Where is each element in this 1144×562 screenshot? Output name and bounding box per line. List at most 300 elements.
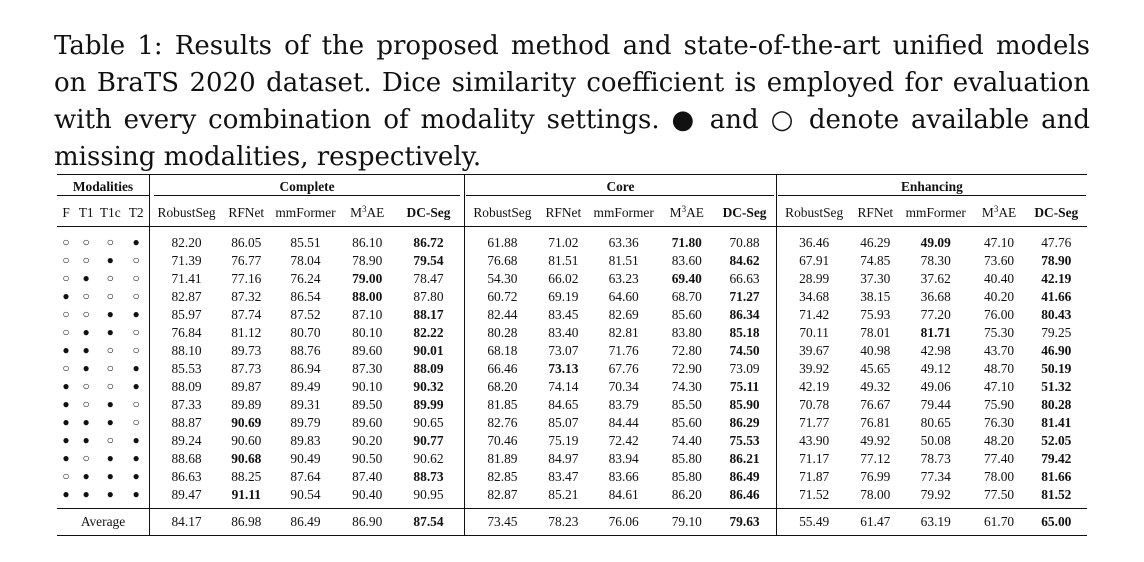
core-cell: 85.60 — [671, 306, 702, 322]
core-cell: 73.07 — [548, 342, 579, 358]
modality-indicator — [97, 485, 123, 509]
missing-circle-icon: ○ — [106, 361, 114, 375]
available-dot-icon: ● — [62, 433, 70, 447]
complete-cell: 71.41 — [150, 269, 224, 287]
modality-indicator — [57, 251, 75, 269]
enhancing-cell: 79.25 — [1041, 324, 1072, 340]
enhancing-cell: 42.19 — [1041, 270, 1072, 286]
core-cell: 54.30 — [465, 269, 540, 287]
enhancing-cell: 77.12 — [860, 450, 891, 466]
missing-circle-icon: ○ — [106, 289, 114, 303]
modality-indicator — [57, 287, 75, 305]
available-dot-icon: ● — [106, 451, 114, 465]
available-dot-icon: ● — [132, 487, 140, 501]
modality-indicator — [57, 227, 75, 252]
complete-cell: 89.83 — [290, 432, 321, 448]
enhancing-cell: 71.17 — [776, 449, 851, 467]
table-row — [57, 431, 1087, 449]
complete-cell: 87.64 — [290, 468, 321, 484]
modality-indicator — [57, 305, 75, 323]
complete-cell: 90.69 — [231, 414, 262, 430]
complete-cell: 89.79 — [290, 414, 321, 430]
modality-indicator — [97, 251, 123, 269]
average-complete-cell: 87.54 — [393, 509, 465, 536]
complete-cell: 82.20 — [150, 227, 224, 252]
missing-circle-icon: ○ — [82, 235, 90, 249]
method-header-m3ae: $M^3AE$ — [981, 204, 1017, 220]
enhancing-cell: 43.70 — [983, 342, 1015, 358]
average-complete-cell: 86.49 — [269, 509, 341, 536]
available-dot-icon: ● — [106, 253, 114, 267]
enhancing-cell: 76.00 — [983, 306, 1015, 322]
enhancing-cell: 78.30 — [920, 252, 951, 268]
method-header-m3ae: $M^3AE$ — [350, 204, 385, 220]
missing-circle-icon: ○ — [106, 379, 114, 393]
enhancing-cell: 36.46 — [776, 227, 851, 252]
core-cell: 86.46 — [729, 486, 760, 502]
missing-circle-icon: ○ — [62, 235, 70, 249]
enhancing-cell: 79.44 — [920, 396, 951, 412]
modality-indicator — [97, 305, 123, 323]
complete-cell: 90.62 — [413, 450, 444, 466]
modality-indicator — [123, 269, 149, 287]
enhancing-cell: 39.67 — [776, 341, 851, 359]
enhancing-cell: 76.81 — [860, 414, 891, 430]
core-cell: 86.21 — [729, 450, 760, 466]
core-cell: 81.51 — [608, 252, 639, 268]
core-cell: 83.80 — [671, 324, 702, 340]
core-cell: 75.11 — [729, 378, 760, 394]
core-cell: 70.34 — [608, 378, 639, 394]
complete-cell: 82.22 — [413, 324, 444, 340]
complete-cell: 76.24 — [290, 270, 321, 286]
enhancing-cell: 81.71 — [920, 324, 951, 340]
enhancing-cell: 45.65 — [860, 360, 891, 376]
complete-cell: 88.87 — [150, 413, 224, 431]
available-dot-icon: ● — [106, 469, 114, 483]
available-dot-icon: ● — [82, 433, 90, 447]
modality-indicator — [97, 413, 123, 431]
complete-cell: 78.90 — [352, 252, 383, 268]
core-cell: 85.07 — [548, 414, 579, 430]
core-cell: 70.88 — [729, 234, 760, 250]
complete-cell: 90.20 — [352, 432, 383, 448]
enhancing-cell: 71.77 — [776, 413, 851, 431]
complete-cell: 86.10 — [352, 234, 383, 250]
complete-cell: 90.50 — [352, 450, 383, 466]
enhancing-cell: 34.68 — [776, 287, 851, 305]
complete-cell: 90.95 — [413, 486, 444, 502]
modality-indicator — [75, 341, 97, 359]
missing-circle-icon: ○ — [62, 361, 70, 375]
core-cell: 86.34 — [729, 306, 760, 322]
complete-cell: 91.11 — [231, 486, 261, 502]
complete-cell: 89.60 — [352, 414, 383, 430]
modality-indicator — [57, 269, 75, 287]
modality-indicator — [123, 323, 149, 341]
method-header-dc-seg: DC-Seg — [406, 205, 451, 220]
core-cell: 74.40 — [671, 432, 702, 448]
missing-circle-icon: ○ — [62, 271, 70, 285]
enhancing-cell: 37.30 — [860, 270, 891, 286]
enhancing-cell: 73.60 — [983, 252, 1015, 268]
core-cell: 82.69 — [608, 306, 639, 322]
average-row — [57, 509, 1087, 536]
available-dot-icon: ● — [62, 415, 70, 429]
core-cell: 68.70 — [671, 288, 702, 304]
enhancing-cell: 78.00 — [860, 486, 891, 502]
core-cell: 83.66 — [608, 468, 639, 484]
average-core-cell: 78.23 — [540, 509, 587, 536]
complete-cell: 77.16 — [231, 270, 262, 286]
complete-cell: 90.32 — [413, 378, 444, 394]
complete-cell: 79.00 — [352, 270, 383, 286]
enhancing-cell: 50.19 — [1041, 360, 1072, 376]
group-complete: Complete — [150, 175, 465, 201]
table-row — [57, 305, 1087, 323]
complete-cell: 88.00 — [352, 288, 383, 304]
modality-indicator — [97, 467, 123, 485]
enhancing-cell: 51.32 — [1041, 378, 1072, 394]
available-dot-icon: ● — [82, 469, 90, 483]
available-dot-icon: ● — [132, 451, 140, 465]
core-cell: 86.49 — [729, 468, 760, 484]
complete-cell: 86.54 — [290, 288, 321, 304]
complete-cell: 82.87 — [150, 287, 224, 305]
modality-indicator — [97, 323, 123, 341]
complete-cell: 90.10 — [352, 378, 383, 394]
results-table-container — [57, 174, 1087, 536]
modality-indicator — [123, 431, 149, 449]
core-cell: 75.19 — [548, 432, 579, 448]
enhancing-cell: 48.70 — [983, 360, 1015, 376]
modality-indicator — [75, 431, 97, 449]
core-cell: 86.29 — [729, 414, 760, 430]
method-header-m3ae: $M^3AE$ — [669, 204, 704, 220]
method-header-mmformer: mmFormer — [275, 205, 336, 220]
enhancing-cell: 76.30 — [983, 414, 1015, 430]
modality-indicator — [75, 467, 97, 485]
table-row — [57, 227, 1087, 252]
complete-cell: 88.76 — [290, 342, 321, 358]
core-cell: 84.97 — [548, 450, 579, 466]
average-enhancing-cell: 61.70 — [972, 509, 1025, 536]
core-cell: 81.51 — [548, 252, 579, 268]
group-header-row — [57, 175, 1087, 201]
enhancing-cell: 78.90 — [1041, 252, 1072, 268]
enhancing-cell: 77.40 — [983, 450, 1015, 466]
enhancing-cell: 40.40 — [983, 270, 1015, 286]
core-cell: 82.76 — [465, 413, 540, 431]
complete-cell: 90.54 — [290, 486, 321, 502]
average-complete-cell: 86.98 — [223, 509, 269, 536]
enhancing-cell: 49.32 — [860, 378, 891, 394]
complete-cell: 87.33 — [150, 395, 224, 413]
complete-cell: 85.51 — [290, 234, 321, 250]
modality-indicator — [123, 251, 149, 269]
available-dot-icon: ● — [82, 325, 90, 339]
group-core: Core — [465, 175, 777, 201]
method-header-dc-seg: DC-Seg — [722, 205, 767, 220]
modality-header-t2: T2 — [128, 205, 144, 220]
enhancing-cell: 41.66 — [1041, 288, 1072, 304]
complete-cell: 85.53 — [150, 359, 224, 377]
enhancing-cell: 67.91 — [776, 251, 851, 269]
enhancing-cell: 70.11 — [776, 323, 851, 341]
core-cell: 69.19 — [548, 288, 579, 304]
available-dot-icon: ● — [62, 379, 70, 393]
table-row — [57, 269, 1087, 287]
enhancing-cell: 81.66 — [1041, 468, 1072, 484]
core-cell: 83.79 — [608, 396, 639, 412]
complete-cell: 89.49 — [290, 378, 321, 394]
enhancing-cell: 37.62 — [920, 270, 951, 286]
enhancing-cell: 49.09 — [920, 234, 951, 250]
complete-cell: 71.39 — [150, 251, 224, 269]
table-row — [57, 251, 1087, 269]
modality-indicator — [97, 287, 123, 305]
enhancing-cell: 80.65 — [920, 414, 951, 430]
available-dot-icon: ● — [62, 451, 70, 465]
missing-circle-icon: ○ — [132, 289, 140, 303]
available-dot-icon: ● — [106, 397, 114, 411]
enhancing-cell: 46.90 — [1041, 342, 1072, 358]
caption-text: Results of the proposed method and state-of-the-art unified models on BraTS 2020 dataset. Dice similarity coefficient is employed for evaluation with every combination of modality settings. ● and ○ denote available and missing modalities, respectively. — [54, 31, 1090, 172]
enhancing-cell: 80.43 — [1041, 306, 1072, 322]
modality-indicator — [97, 227, 123, 252]
enhancing-cell: 50.08 — [920, 432, 951, 448]
enhancing-cell: 42.19 — [776, 377, 851, 395]
complete-cell: 89.73 — [231, 342, 262, 358]
missing-circle-icon: ○ — [132, 253, 140, 267]
core-cell: 82.44 — [465, 305, 540, 323]
missing-circle-icon: ○ — [82, 379, 90, 393]
core-cell: 85.21 — [548, 486, 579, 502]
complete-cell: 87.73 — [231, 360, 262, 376]
core-cell: 83.60 — [671, 252, 702, 268]
complete-cell: 86.05 — [231, 234, 262, 250]
complete-cell: 88.10 — [150, 341, 224, 359]
available-dot-icon: ● — [106, 415, 114, 429]
available-dot-icon: ● — [82, 415, 90, 429]
core-cell: 84.65 — [548, 396, 579, 412]
core-cell: 75.53 — [729, 432, 760, 448]
core-cell: 66.63 — [729, 270, 760, 286]
enhancing-cell: 49.06 — [920, 378, 951, 394]
enhancing-cell: 49.92 — [860, 432, 891, 448]
modality-indicator — [75, 287, 97, 305]
results-table — [57, 174, 1087, 536]
core-cell: 84.44 — [608, 414, 639, 430]
available-dot-icon: ● — [106, 487, 114, 501]
core-cell: 60.72 — [465, 287, 540, 305]
core-cell: 73.13 — [548, 360, 579, 376]
core-cell: 82.85 — [465, 467, 540, 485]
core-cell: 74.30 — [671, 378, 702, 394]
enhancing-cell: 77.20 — [920, 306, 951, 322]
modality-indicator — [97, 377, 123, 395]
modality-indicator — [123, 227, 149, 252]
enhancing-cell: 81.41 — [1041, 414, 1072, 430]
complete-cell: 76.77 — [231, 252, 262, 268]
complete-cell: 90.68 — [231, 450, 262, 466]
complete-cell: 87.10 — [352, 306, 383, 322]
modality-indicator — [75, 251, 97, 269]
enhancing-cell: 47.76 — [1041, 234, 1072, 250]
enhancing-cell: 78.00 — [983, 468, 1015, 484]
core-cell: 83.94 — [608, 450, 639, 466]
core-cell: 85.90 — [729, 396, 760, 412]
complete-cell: 80.70 — [290, 324, 321, 340]
enhancing-cell: 47.10 — [983, 234, 1015, 250]
available-dot-icon: ● — [82, 361, 90, 375]
missing-circle-icon: ○ — [106, 433, 114, 447]
core-cell: 74.14 — [548, 378, 579, 394]
modality-indicator — [97, 359, 123, 377]
core-cell: 63.36 — [608, 234, 639, 250]
method-header-robustseg: RobustSeg — [465, 200, 540, 227]
enhancing-cell: 78.01 — [860, 324, 891, 340]
complete-cell: 79.54 — [413, 252, 444, 268]
available-dot-icon: ● — [132, 361, 140, 375]
enhancing-cell: 47.10 — [983, 378, 1015, 394]
complete-cell: 86.94 — [290, 360, 321, 376]
core-cell: 83.47 — [548, 468, 579, 484]
missing-circle-icon: ○ — [132, 343, 140, 357]
available-dot-icon: ● — [106, 325, 114, 339]
average-complete-cell: 86.90 — [342, 509, 393, 536]
modality-indicator — [123, 395, 149, 413]
enhancing-cell: 78.73 — [920, 450, 951, 466]
enhancing-cell: 40.20 — [983, 288, 1015, 304]
missing-circle-icon: ○ — [132, 271, 140, 285]
enhancing-cell: 79.92 — [920, 486, 951, 502]
enhancing-cell: 52.05 — [1041, 432, 1072, 448]
modality-indicator — [123, 305, 149, 323]
core-cell: 85.18 — [729, 324, 760, 340]
average-core-cell: 79.63 — [713, 509, 776, 536]
average-enhancing-cell: 65.00 — [1026, 509, 1087, 536]
method-header-rfnet: RFNet — [545, 205, 582, 220]
table-row — [57, 467, 1087, 485]
modality-indicator — [97, 449, 123, 467]
core-cell: 69.40 — [671, 270, 702, 286]
core-cell: 81.85 — [465, 395, 540, 413]
method-header-mmformer: mmFormer — [593, 205, 654, 220]
core-cell: 67.76 — [608, 360, 639, 376]
table-body — [57, 227, 1087, 509]
missing-circle-icon: ○ — [132, 325, 140, 339]
method-header-rfnet: RFNet — [228, 205, 265, 220]
complete-cell: 88.09 — [413, 360, 444, 376]
complete-cell: 89.87 — [231, 378, 262, 394]
enhancing-cell: 77.50 — [983, 486, 1015, 502]
enhancing-cell: 71.42 — [776, 305, 851, 323]
missing-circle-icon: ○ — [106, 235, 114, 249]
table-row — [57, 395, 1087, 413]
missing-circle-icon: ○ — [82, 253, 90, 267]
complete-cell: 81.12 — [231, 324, 262, 340]
available-dot-icon: ● — [82, 343, 90, 357]
enhancing-cell: 48.20 — [983, 432, 1015, 448]
complete-cell: 87.74 — [231, 306, 262, 322]
modality-header-t1: T1 — [78, 205, 94, 220]
modality-indicator — [75, 377, 97, 395]
complete-cell: 89.50 — [352, 396, 383, 412]
core-cell: 85.80 — [671, 468, 702, 484]
table-row — [57, 341, 1087, 359]
modality-indicator — [75, 485, 97, 509]
missing-circle-icon: ○ — [106, 343, 114, 357]
complete-cell: 86.72 — [413, 234, 444, 250]
complete-cell: 88.17 — [413, 306, 444, 322]
modality-indicator — [97, 431, 123, 449]
modality-indicator — [57, 377, 75, 395]
enhancing-cell: 81.52 — [1041, 486, 1072, 502]
modality-indicator — [75, 413, 97, 431]
enhancing-cell: 80.28 — [1041, 396, 1072, 412]
modality-indicator — [97, 395, 123, 413]
modality-indicator — [57, 341, 75, 359]
complete-cell: 89.31 — [290, 396, 321, 412]
modality-indicator — [123, 413, 149, 431]
core-cell: 85.60 — [671, 414, 702, 430]
enhancing-cell: 38.15 — [860, 288, 891, 304]
enhancing-cell: 28.99 — [776, 269, 851, 287]
enhancing-cell: 76.99 — [860, 468, 891, 484]
complete-cell: 89.47 — [150, 485, 224, 509]
average-core-cell: 73.45 — [465, 509, 540, 536]
enhancing-cell: 43.90 — [776, 431, 851, 449]
method-header-mmformer: mmFormer — [905, 205, 966, 220]
enhancing-cell: 42.98 — [920, 342, 951, 358]
missing-circle-icon: ○ — [132, 415, 140, 429]
complete-cell: 78.04 — [290, 252, 321, 268]
core-cell: 70.46 — [465, 431, 540, 449]
complete-cell: 86.63 — [150, 467, 224, 485]
average-enhancing-cell: 61.47 — [852, 509, 899, 536]
core-cell: 71.02 — [548, 234, 579, 250]
core-cell: 72.42 — [608, 432, 639, 448]
available-dot-icon: ● — [62, 289, 70, 303]
modality-indicator — [97, 269, 123, 287]
available-dot-icon: ● — [82, 271, 90, 285]
missing-circle-icon: ○ — [62, 253, 70, 267]
enhancing-cell: 74.85 — [860, 252, 891, 268]
missing-circle-icon: ○ — [62, 469, 70, 483]
available-dot-icon: ● — [132, 307, 140, 321]
method-header-robustseg: RobustSeg — [150, 200, 224, 227]
complete-cell: 90.77 — [413, 432, 444, 448]
complete-cell: 89.89 — [231, 396, 262, 412]
available-dot-icon: ● — [132, 235, 140, 249]
modality-indicator — [75, 359, 97, 377]
complete-cell: 87.52 — [290, 306, 321, 322]
complete-cell: 88.73 — [413, 468, 444, 484]
complete-cell: 87.40 — [352, 468, 383, 484]
core-cell: 68.18 — [465, 341, 540, 359]
core-cell: 71.27 — [729, 288, 760, 304]
core-cell: 66.46 — [465, 359, 540, 377]
available-dot-icon: ● — [82, 487, 90, 501]
core-cell: 80.28 — [465, 323, 540, 341]
caption-label: Table 1: — [54, 31, 163, 61]
available-dot-icon: ● — [62, 343, 70, 357]
enhancing-cell: 39.92 — [776, 359, 851, 377]
complete-cell: 87.80 — [413, 288, 444, 304]
core-cell: 71.80 — [671, 234, 702, 250]
core-cell: 83.40 — [548, 324, 579, 340]
